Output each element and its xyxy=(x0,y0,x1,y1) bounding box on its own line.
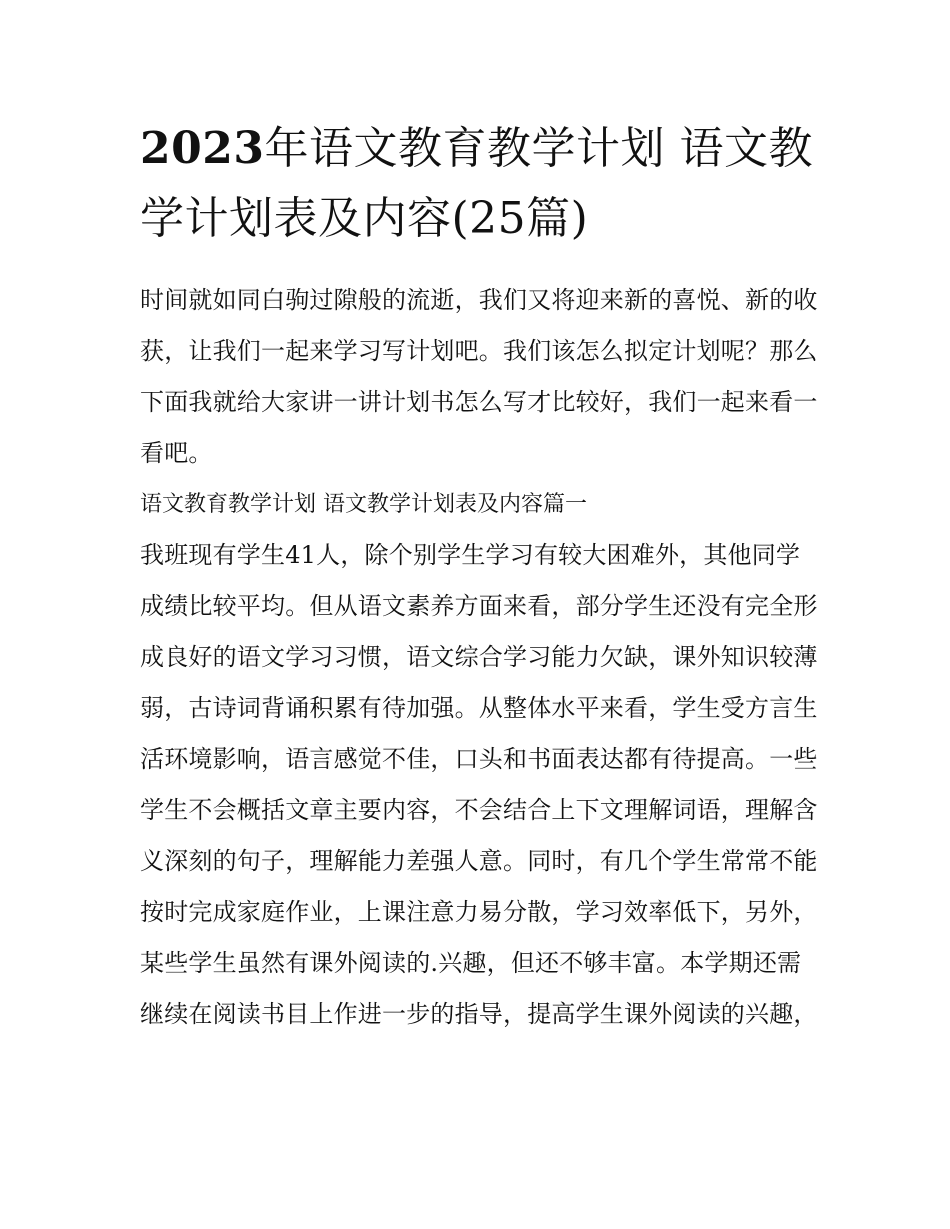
title-text: 年语文教育教学计划 语文教学计划表及内容(25篇) xyxy=(140,123,813,244)
section-paragraph: 我班现有学生41人，除个别学生学习有较大困难外，其他同学成绩比较平均。但从语文素养方面来看，部分学生还没有完全形成良好的语文学习习惯，语文综合学习能力欠缺，课外知识较薄弱，古诗词背诵积累有待加强。从整体水平来看，学生受方言生活环境影响，语言感觉不佳，口头和书面表达都有待提高。一些学生不会概括文章主要内容，不会结合上下文理解词语，理解含义深刻的句子，理解能力差强人意。同时，有几个学生常常不能按时完成家庭作业，上课注意力易分散，学习效率低下，另外，某些学生虽然有课外阅读的.兴趣，但还不够丰富。本学期还需继续在阅读书目上作进一步的指导，提高学生课外阅读的兴趣， xyxy=(140,541,818,1028)
document-title xyxy=(140,114,820,254)
document-body xyxy=(140,275,820,1040)
intro-paragraph: 时间就如同白驹过隙般的流逝，我们又将迎来新的喜悦、新的收获，让我们一起来学习写计划吧。我们该怎么拟定计划呢？那么下面我就给大家讲一讲计划书怎么写才比较好，我们一起来看一看吧。 xyxy=(140,286,818,467)
section-heading: 语文教育教学计划 语文教学计划表及内容篇一 xyxy=(140,492,587,517)
title-year: 2023 xyxy=(140,123,265,174)
